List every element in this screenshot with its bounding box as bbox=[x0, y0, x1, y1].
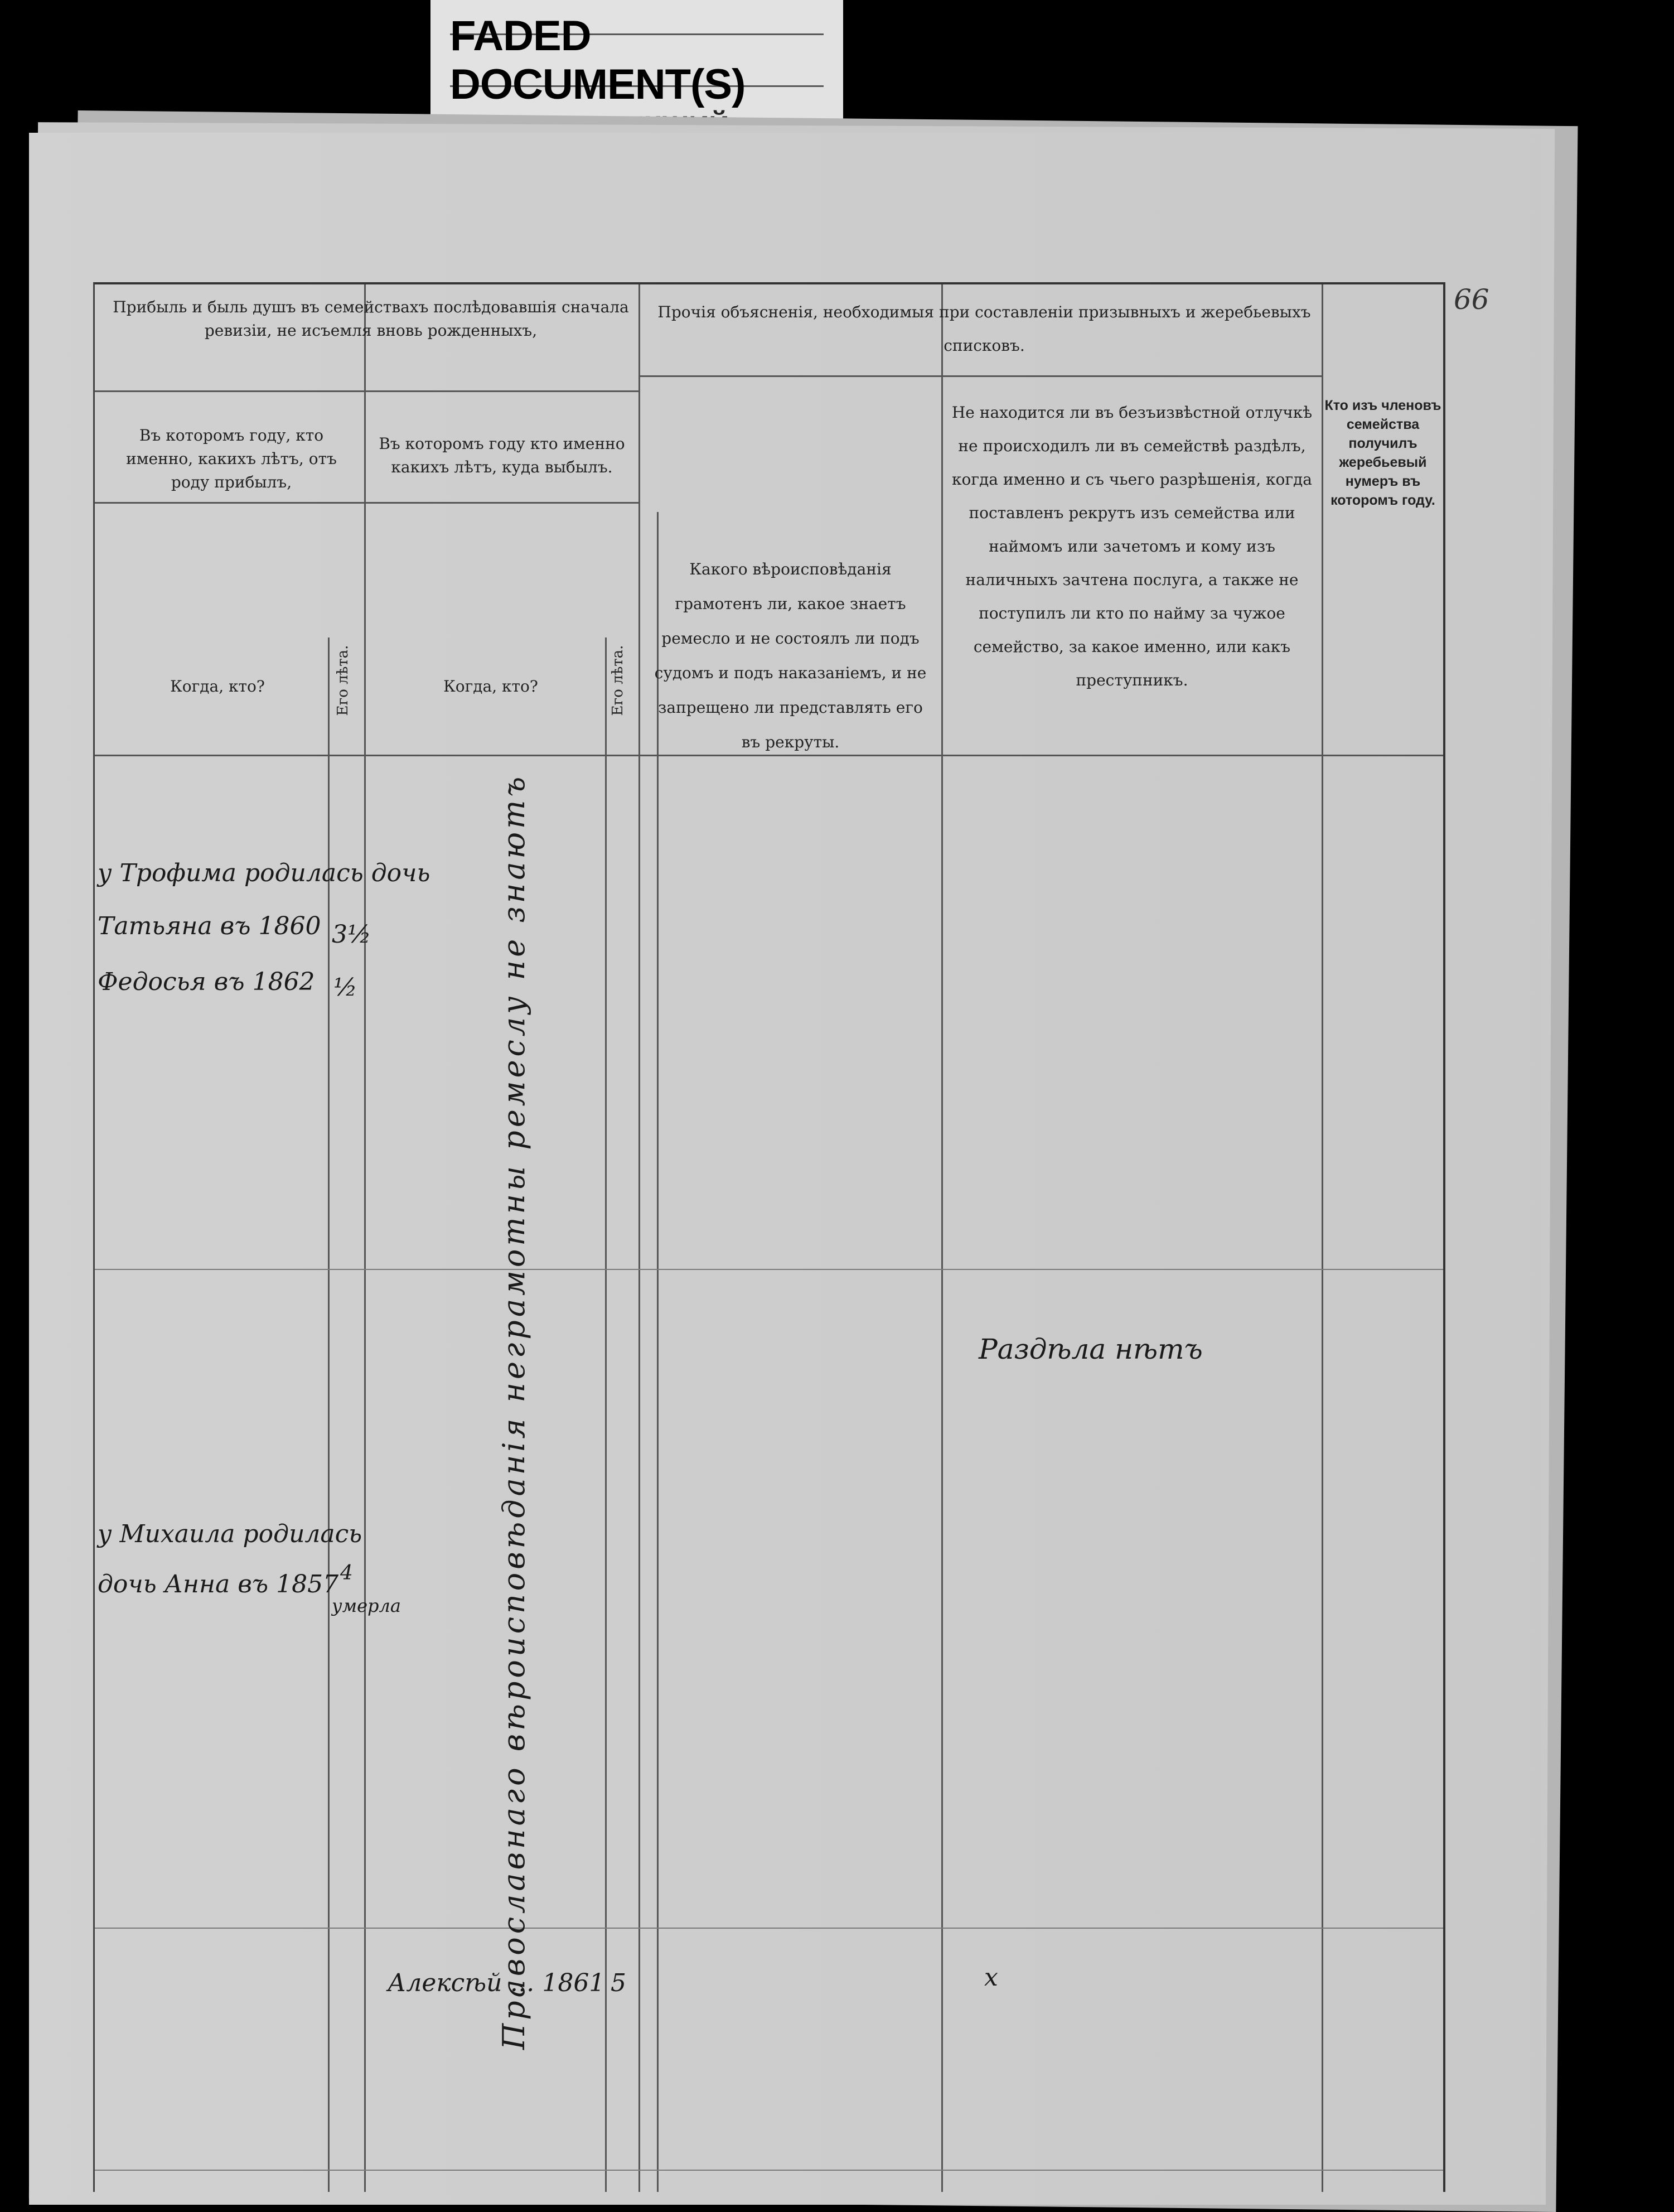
entry1-line3: Федосья въ 1862 bbox=[98, 968, 315, 996]
header-when-who-2: Когда, кто? bbox=[443, 677, 538, 696]
header-religion: Какого вѣроисповѣданія грамотенъ ли, какое знаетъ ремесло и не состоялъ ли подъ судомъ и подъ наказаніемъ, и не запрещено ли представлять его въ рекруты. bbox=[654, 560, 927, 751]
entry2-note: умерла bbox=[332, 1595, 401, 1616]
entry1-line1: у Трофима родилась дочь bbox=[98, 859, 430, 887]
document-page bbox=[29, 133, 1546, 2205]
header-age-1: Его лѣта. bbox=[335, 645, 351, 716]
faded-document-tab bbox=[430, 0, 843, 125]
header-lot: Кто изъ членовъ семейства получилъ жеребьевый нумеръ въ которомъ году. bbox=[1324, 398, 1441, 508]
entry2-line2: дочь Анна въ 1857 bbox=[98, 1570, 339, 1598]
page-number: 66 bbox=[1454, 283, 1489, 316]
entry3-left: Алексѣй … 1861 bbox=[388, 1969, 605, 1997]
entry1-age1: 3½ bbox=[332, 920, 371, 949]
register-table bbox=[93, 282, 1445, 2192]
entry2-age: 4 bbox=[340, 1562, 353, 1585]
entry3-age: 5 bbox=[611, 1969, 626, 1997]
header-age-2: Его лѣта. bbox=[609, 645, 626, 716]
header-other-explanations: Прочія объясненія, необходимыя при составленіи призывныхъ и жеребьевыхъ списковъ. bbox=[657, 303, 1311, 355]
header-when-who-1: Когда, кто? bbox=[170, 677, 265, 696]
header-loss-year: Въ которомъ году кто именно какихъ лѣтъ, куда выбылъ. bbox=[379, 434, 625, 476]
tab-title: FADED DOCUMENT(S) bbox=[450, 33, 824, 87]
entry1-line2: Татьяна въ 1860 bbox=[98, 912, 321, 940]
header-gain-loss: Прибыль и быль душъ въ семействахъ послѣдовавшія сначала ревизіи, не исъемля вновь рожденныхъ, bbox=[113, 298, 629, 340]
entry1-age2: ½ bbox=[333, 973, 357, 1002]
entry3-mark: x bbox=[984, 1963, 998, 1992]
header-absence: Не находится ли въ безъизвѣстной отлучкѣ не происходилъ ли въ семействѣ раздѣлъ, когда именно и съ чьего разрѣшенія, когда поставленъ рекрутъ изъ семейства или наймомъ или зачетомъ и кому изъ наличныхъ зачтена послуга, а также не поступилъ ли кто по найму за чужое семейство, за какое именно, или какъ преступникъ. bbox=[951, 403, 1313, 689]
entry2-line1: у Михаила родилась bbox=[98, 1520, 362, 1548]
razdela-net-note: Раздѣла нѣтъ bbox=[979, 1333, 1203, 1365]
religion-vertical-note: Православнаго вѣроисповѣданія неграмотны ремеслу не знаютъ bbox=[496, 773, 531, 2050]
header-gain-year: Въ которомъ году, кто именно, какихъ лѣтъ, отъ роду прибылъ, bbox=[126, 426, 337, 491]
